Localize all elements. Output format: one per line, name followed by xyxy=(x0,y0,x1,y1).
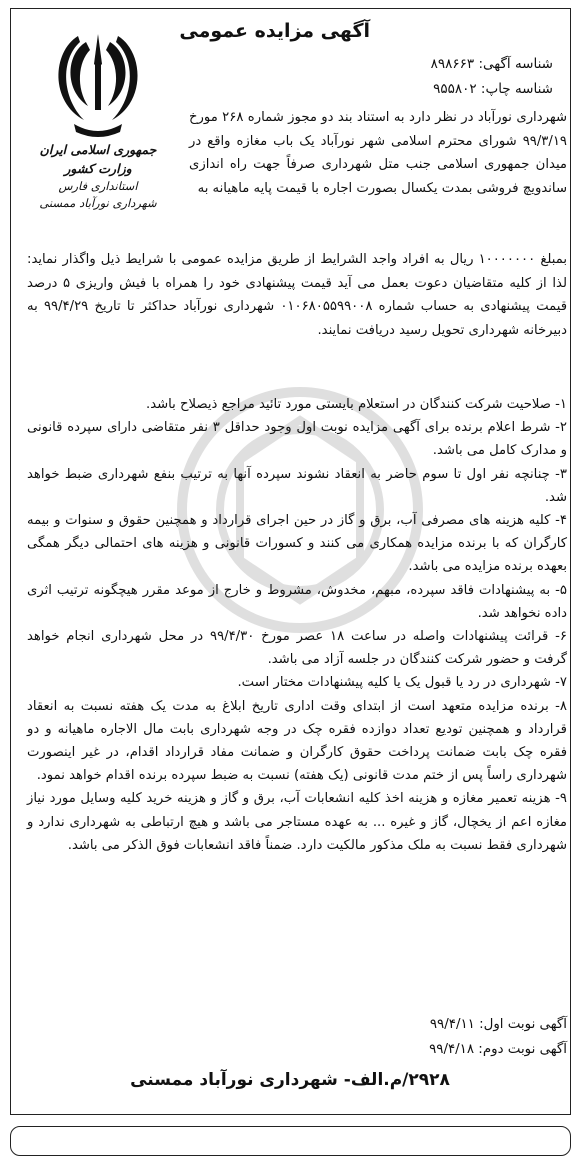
second-round-date: آگهی نوبت دوم: ۹۹/۴/۱۸ xyxy=(429,1042,567,1057)
condition-item: ۴- کلیه هزینه های مصرفی آب، برق و گاز در حین اجرای قرارداد و همچنین حقوق و سنوات و بیمه کارگران که با برنده مزایده همکاری می کنند و کسورات قانونی و هزینه های احتمالی دیگر همگی بعهده برنده مزایده می باشد. xyxy=(27,513,567,575)
iran-emblem-icon xyxy=(50,28,146,140)
emblem-line-province: استانداری فارس xyxy=(58,179,138,193)
ad-id: شناسه آگهی: ۸۹۸۶۶۳ xyxy=(430,56,553,72)
emblem-line-ministry: وزارت کشور xyxy=(64,161,132,176)
condition-item: ۲- شرط اعلام برنده برای آگهی مزایده نوبت اول وجود حداقل ۳ نفر متقاضی دارای سپرده قانونی و مدارک کامل می باشد. xyxy=(27,420,567,459)
first-round-date: آگهی نوبت اول: ۹۹/۴/۱۱ xyxy=(429,1017,567,1032)
condition-item: ۷- شهرداری در رد یا قبول یک یا کلیه پیشنهادات مختار است. xyxy=(237,675,567,691)
condition-item: ۶- قرائت پیشنهادات واصله در ساعت ۱۸ عصر مورخ ۹۹/۴/۳۰ در محل شهرداری انجام خواهد گرفت و حضور شرکت کنندگان در جلسه آزاد می باشد. xyxy=(27,629,567,668)
condition-item: ۸- برنده مزایده متعهد است از ابتدای وقت اداری تاریخ ابلاغ به مدت یک هفته نسبت به انعقاد قرارداد و همچنین تودیع تعداد دوازده فقره چک در وجه شهرداری بابت مال الاجاره ماهیانه و دو فقره چک بابت ضمانت پرداخت حقوق کارگران و ضمانت مفاد قرارداد اقدام، در غیر اینصورت شهرداری راساً پس از ختم مدت قانونی (یک هفته) نسبت به ضبط سپرده برنده اقدام خواهد نمود. xyxy=(27,698,567,784)
conditions-list xyxy=(27,393,567,857)
condition-item: ۵- به پیشنهادات فاقد سپرده، مبهم، مخدوش، مشروط و خارج از موعد مقرر هیچگونه ترتیب اثری داده نخواهد شد. xyxy=(27,582,567,621)
emblem-line-country: جمهوری اسلامی ایران xyxy=(39,142,157,157)
footer-signature: ۲۹۲۸/م.الف- شهرداری نورآباد ممسنی xyxy=(130,1070,450,1090)
print-id: شناسه چاپ: ۹۵۵۸۰۲ xyxy=(433,81,553,97)
intro-paragraph-top: شهرداری نورآباد در نظر دارد به استناد بند دو مجوز شماره ۲۶۸ مورخ ۹۹/۳/۱۹ شورای محترم اسلامی شهر نورآباد یک باب مغازه واقع در میدان جمهوری اسلامی جنب متل شهرداری صرفاً جهت راه اندازی ساندویچ فروشی بمدت یکسال بصورت اجاره با قیمت پایه ماهیانه به xyxy=(189,110,567,197)
intro-paragraph-continued: بمبلغ ۱۰۰۰۰۰۰۰ ریال به افراد واجد الشرایط از طریق مزایده عمومی با شرایط ذیل واگذار نماید: لذا از کلیه متقاضیان دعوت بعمل می آید قیمت پیشنهادی خود را همراه با فیش واریزی ۵ درصد قیمت پیشنهادی به حساب شماره ۰۱۰۶۸۰۵۵۹۹۰۰۸ شهرداری نورآباد حداکثر تا تاریخ ۹۹/۴/۲۹ به دبیرخانه شهرداری تحویل رسید دریافت نمایند. xyxy=(27,252,567,339)
emblem-line-municipality: شهرداری نورآباد ممسنی xyxy=(39,196,157,210)
condition-item: ۱- صلاحیت شرکت کنندگان در استعلام بایستی مورد تائید مراجع ذیصلاح باشد. xyxy=(146,397,567,412)
condition-item: ۹- هزینه تعمیر مغازه و هزینه اخذ کلیه انشعابات آب، برق و گاز و هزینه خرید کلیه وسایل مورد نیاز مغازه اعم از یخچال، گاز و غیره ... به عهده مستاجر می باشد و هیچ ارتباطی به شهرداری ندارد و شهرداری فقط نسبت به ملک مذکور مالکیت دارد. ضمناً فاقد انشعابات فوق الذکر می باشد. xyxy=(27,791,567,853)
next-ad-frame-edge xyxy=(10,1126,571,1156)
condition-item: ۳- چنانچه نفر اول تا سوم حاضر به انعقاد نشوند سپرده آنها به ترتیب بنفع شهرداری ضبط خواهد شد. xyxy=(27,466,567,505)
emblem xyxy=(28,28,168,243)
page-title: آگهی مزایده عمومی xyxy=(179,20,370,42)
